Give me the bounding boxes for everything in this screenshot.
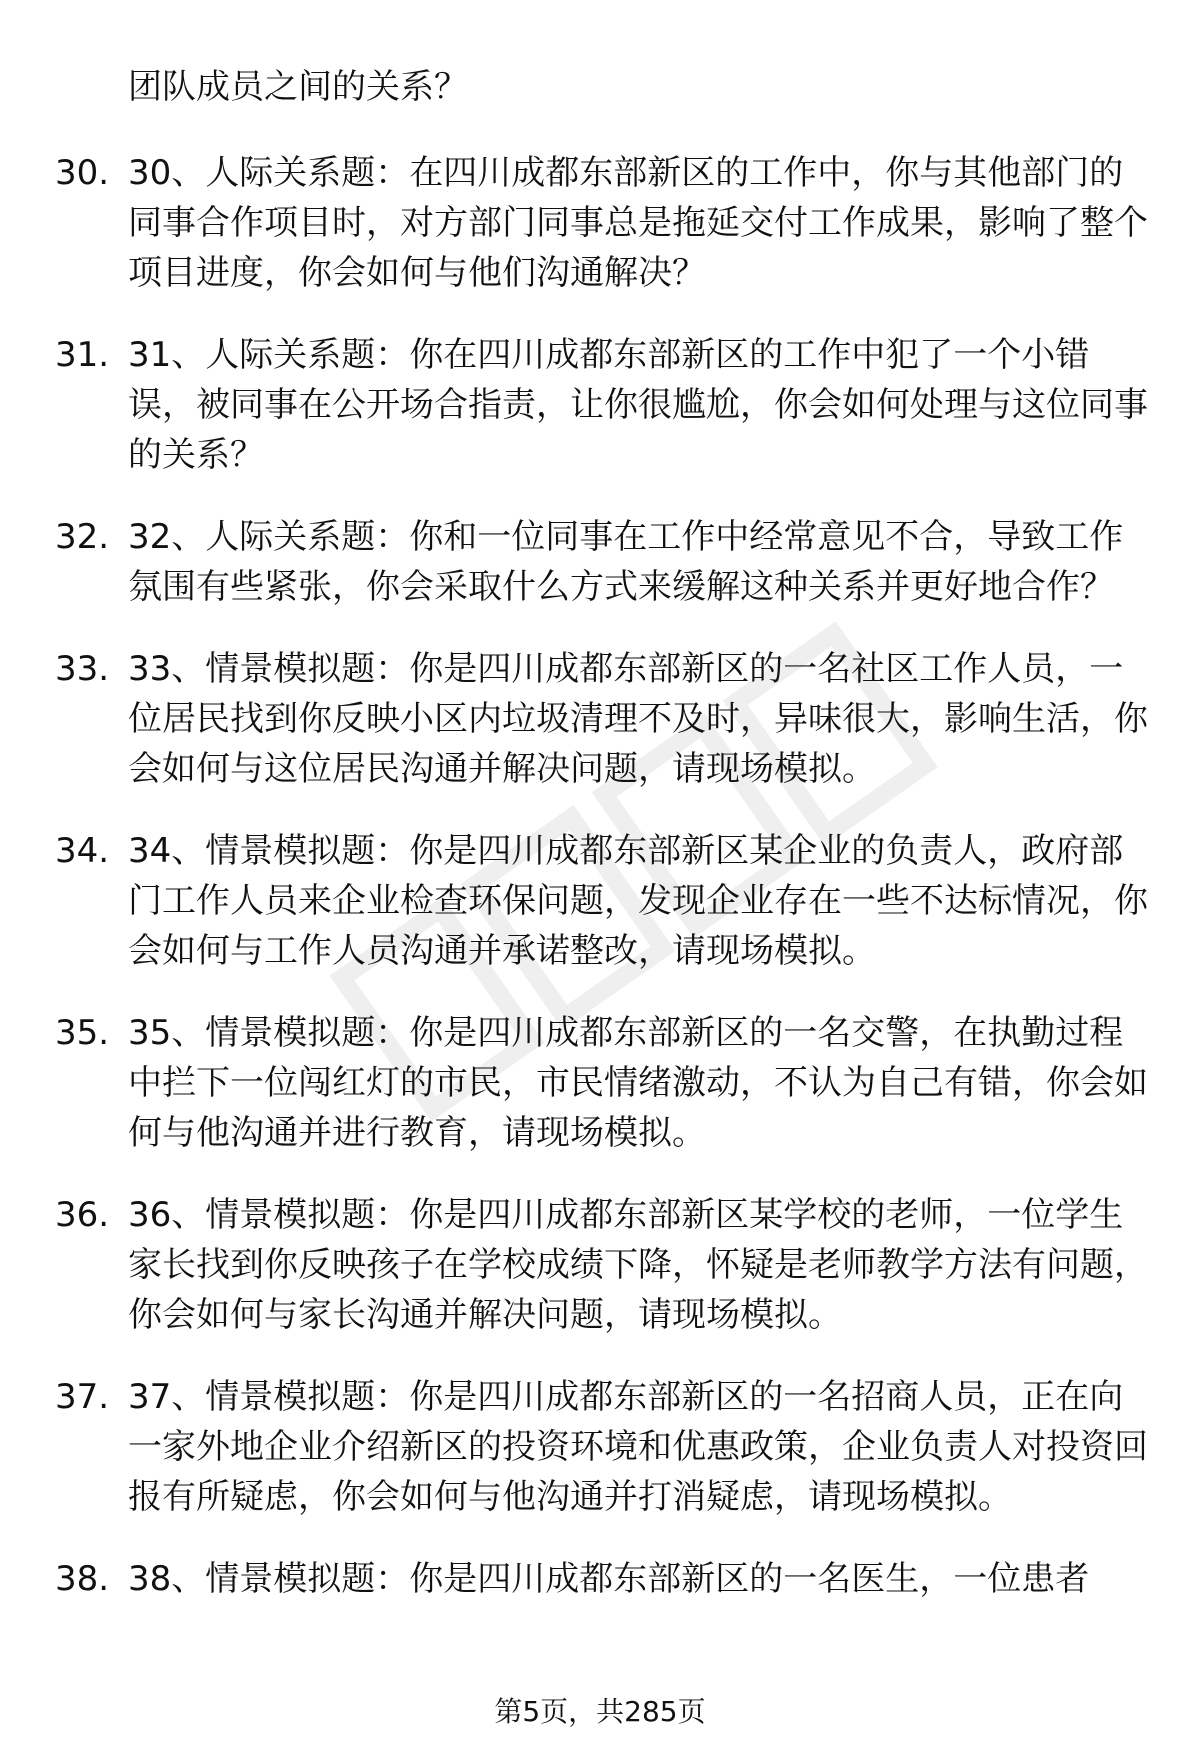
question-text: 33、情景模拟题：你是四川成都东部新区的一名社区工作人员，一位居民找到你反映小区内垃圾清理不及时，异味很大，影响生活，你会如何与这位居民沟通并解决问题，请现场模拟。: [128, 649, 1148, 789]
question-number: 36.: [55, 1195, 110, 1235]
question-text: 38、情景模拟题：你是四川成都东部新区的一名医生，一位患者: [128, 1559, 1090, 1599]
question-number: 34.: [55, 831, 110, 871]
question-number: 31.: [55, 335, 110, 375]
list-item: [0, 1372, 1200, 1522]
page-footer: 第5页，共285页: [494, 1695, 706, 1728]
question-text: 35、情景模拟题：你是四川成都东部新区的一名交警，在执勤过程中拦下一位闯红灯的市民，市民情绪激动，不认为自己有错，你会如何与他沟通并进行教育，请现场模拟。: [128, 1013, 1148, 1153]
question-number: 30.: [55, 153, 110, 193]
list-item: [0, 1008, 1200, 1158]
list-item: [0, 1190, 1200, 1340]
question-text: 31、人际关系题：你在四川成都东部新区的工作中犯了一个小错误，被同事在公开场合指责，让你很尴尬，你会如何处理与这位同事的关系？: [128, 335, 1148, 475]
list-item: [0, 330, 1200, 480]
question-number: 37.: [55, 1377, 110, 1417]
question-number: 38.: [55, 1559, 110, 1599]
question-number: 32.: [55, 517, 110, 557]
list-item: [0, 644, 1200, 794]
question-text: 34、情景模拟题：你是四川成都东部新区某企业的负责人，政府部门工作人员来企业检查环保问题，发现企业存在一些不达标情况，你会如何与工作人员沟通并承诺整改，请现场模拟。: [128, 831, 1148, 971]
question-text: 36、情景模拟题：你是四川成都东部新区某学校的老师，一位学生家长找到你反映孩子在学校成绩下降，怀疑是老师教学方法有问题，你会如何与家长沟通并解决问题，请现场模拟。: [128, 1195, 1148, 1335]
question-list: [0, 148, 1200, 1636]
question-number: 33.: [55, 649, 110, 689]
question-text: 32、人际关系题：你和一位同事在工作中经常意见不合，导致工作氛围有些紧张，你会采取什么方式来缓解这种关系并更好地合作？: [128, 517, 1124, 607]
question-text: 30、人际关系题：在四川成都东部新区的工作中，你与其他部门的同事合作项目时，对方部门同事总是拖延交付工作成果，影响了整个项目进度，你会如何与他们沟通解决？: [128, 153, 1148, 293]
continuation-text: 团队成员之间的关系？: [128, 67, 468, 107]
list-item: [0, 148, 1200, 298]
question-number: 35.: [55, 1013, 110, 1053]
list-item: [0, 826, 1200, 976]
list-item: [0, 1554, 1200, 1604]
list-item: [0, 512, 1200, 612]
question-text: 37、情景模拟题：你是四川成都东部新区的一名招商人员，正在向一家外地企业介绍新区的投资环境和优惠政策，企业负责人对投资回报有所疑虑，你会如何与他沟通并打消疑虑，请现场模拟。: [128, 1377, 1148, 1517]
